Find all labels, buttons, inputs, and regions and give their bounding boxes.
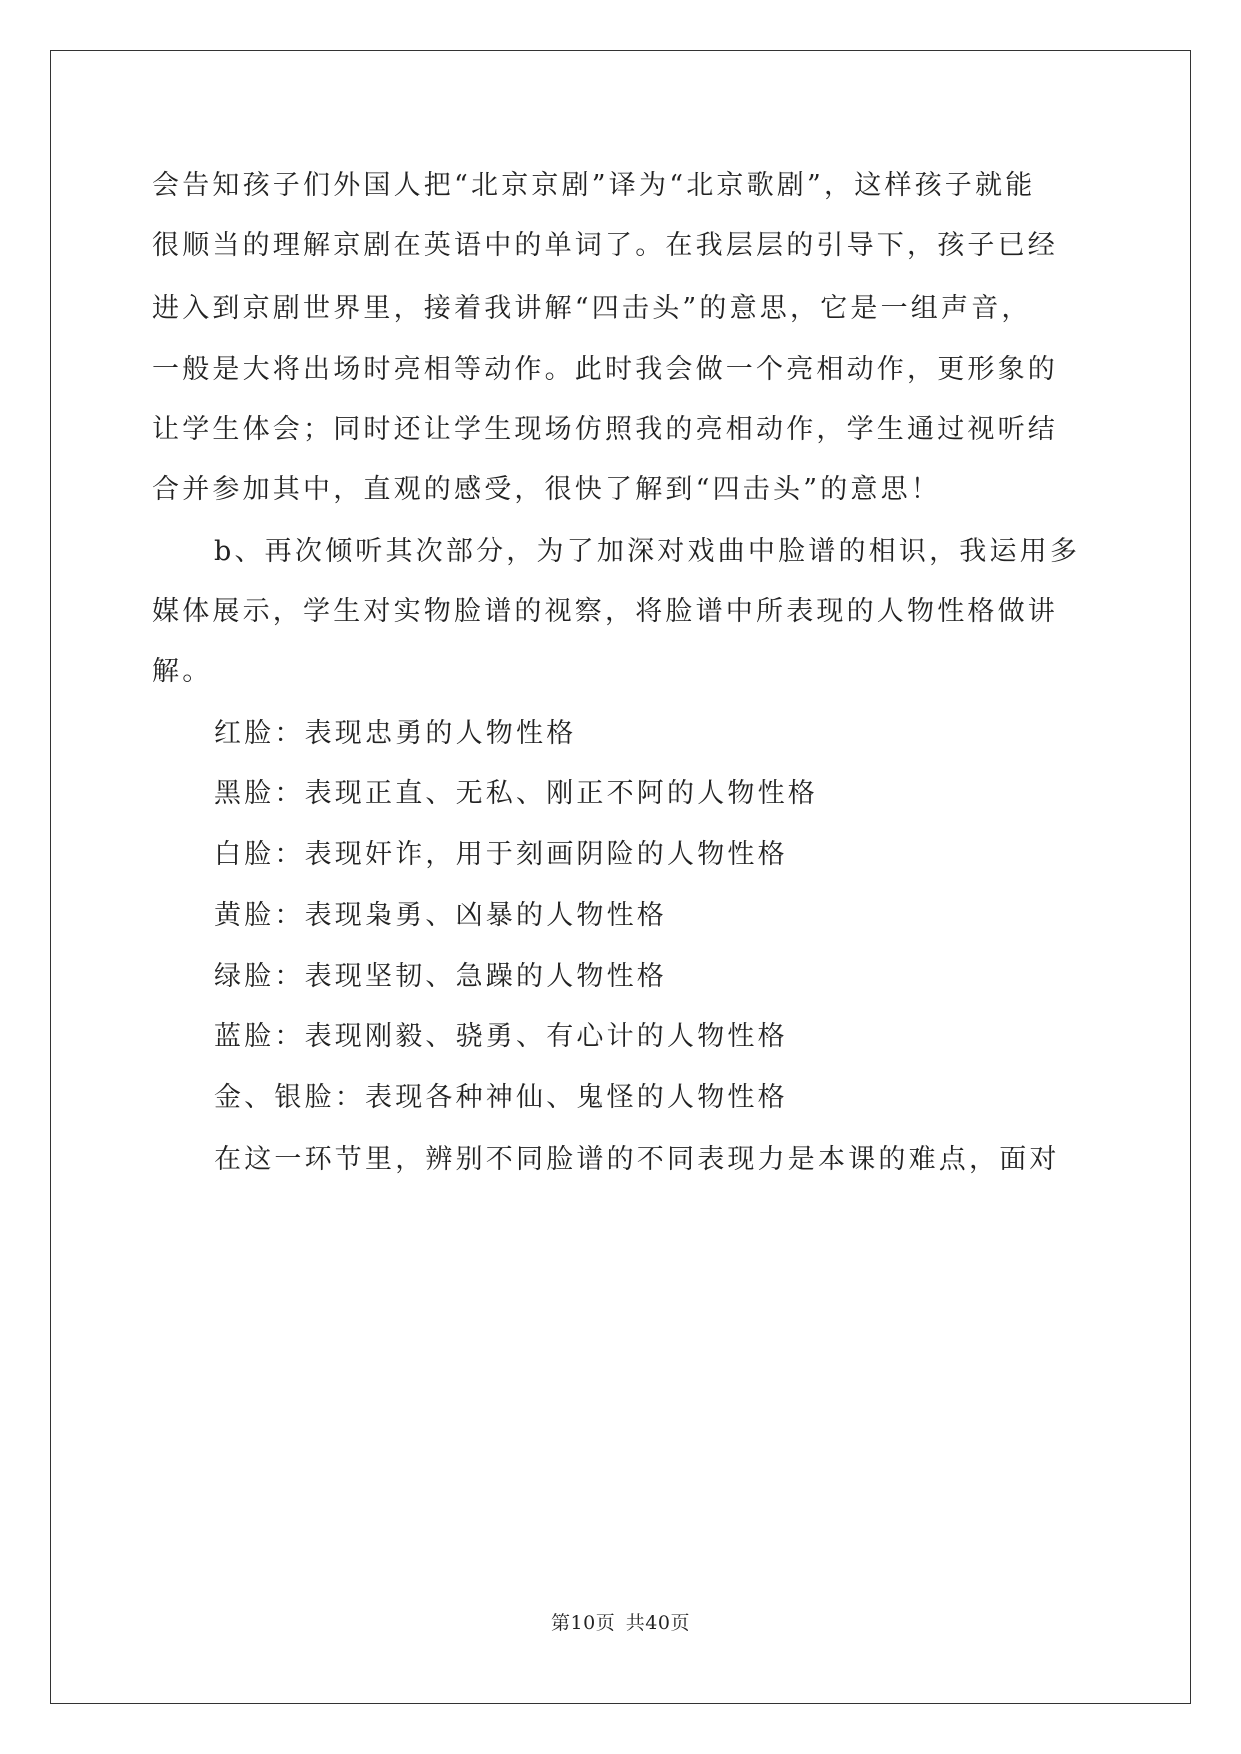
page-number: 第10页 (551, 1612, 616, 1634)
paragraph-line: 合并参加其中，直观的感受，很快了解到“四击头”的意思！ (152, 474, 942, 505)
paragraph-line: 一般是大将出场时亮相等动作。此时我会做一个亮相动作，更形象的 (152, 354, 1058, 385)
mask-item-white: 白脸：表现奸诈，用于刻画阴险的人物性格 (214, 839, 788, 870)
mask-item-gold-silver: 金、银脸：表现各种神仙、鬼怪的人物性格 (214, 1082, 788, 1113)
mask-item-green: 绿脸：表现坚韧、急躁的人物性格 (214, 961, 667, 992)
mask-item-blue: 蓝脸：表现刚毅、骁勇、有心计的人物性格 (214, 1021, 788, 1052)
paragraph-line: 媒体展示，学生对实物脸谱的视察，将脸谱中所表现的人物性格做讲 (152, 596, 1058, 627)
paragraph-line: 在这一环节里，辨别不同脸谱的不同表现力是本课的难点，面对 (214, 1144, 1060, 1175)
mask-item-black: 黑脸：表现正直、无私、刚正不阿的人物性格 (214, 778, 818, 809)
mask-item-yellow: 黄脸：表现枭勇、凶暴的人物性格 (214, 900, 667, 931)
paragraph-line: 解。 (152, 656, 213, 687)
paragraph-line: b、再次倾听其次部分，为了加深对戏曲中脸谱的相识，我运用多 (214, 536, 1081, 567)
paragraph-line: 让学生体会；同时还让学生现场仿照我的亮相动作，学生通过视听结 (152, 414, 1058, 445)
paragraph-line: 进入到京剧世界里，接着我讲解“四击头”的意思，它是一组声音， (152, 293, 1032, 324)
paragraph-line: 会告知孩子们外国人把“北京京剧”译为“北京歌剧”，这样孩子就能 (152, 170, 1036, 201)
page-footer (0, 1608, 1241, 1635)
paragraph-line: 很顺当的理解京剧在英语中的单词了。在我层层的引导下，孩子已经 (152, 230, 1058, 261)
page-total: 共40页 (625, 1612, 690, 1634)
mask-item-red: 红脸：表现忠勇的人物性格 (214, 718, 577, 749)
